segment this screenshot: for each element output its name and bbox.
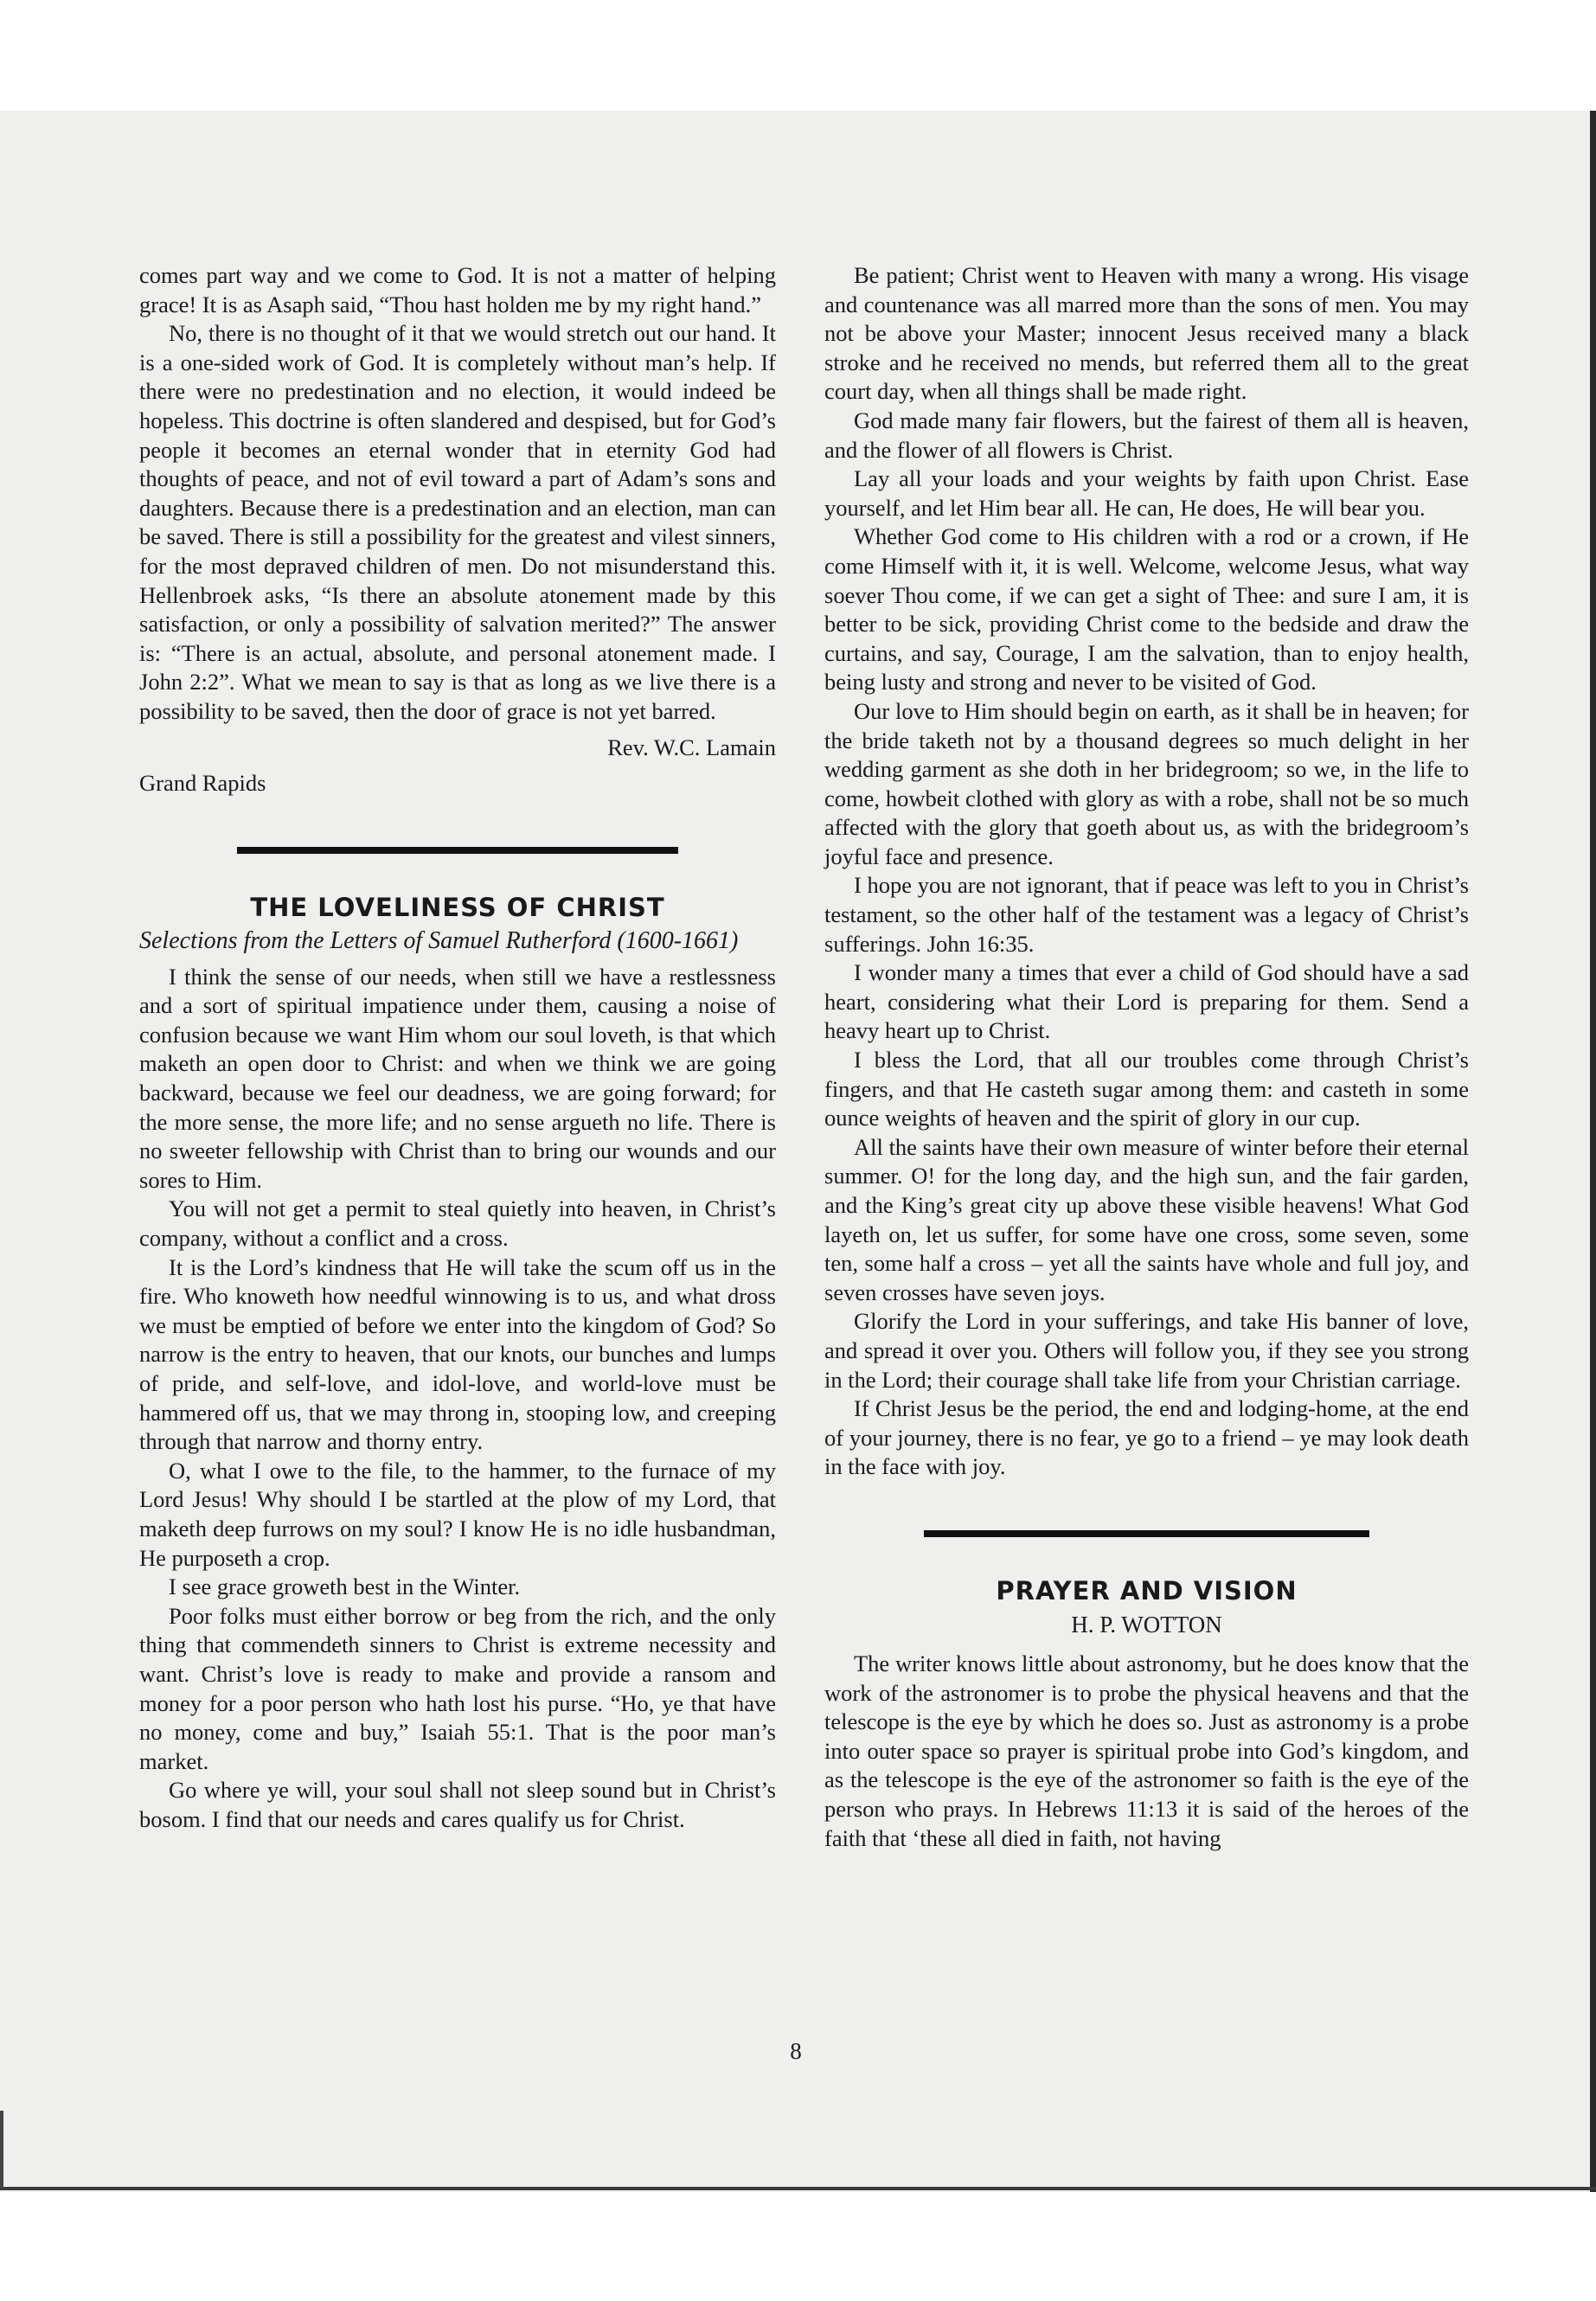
article-paragraph: I wonder many a times that ever a child of God should have a sad heart, considering what their Lord is preparing for them. Send a heavy heart up to Christ. <box>824 959 1469 1044</box>
article-paragraph: If Christ Jesus be the period, the end and lodging-home, at the end of your journey, there is no fear, ye go to a friend – ye may look death in the face with joy. <box>824 1395 1469 1480</box>
section-divider <box>924 1530 1369 1537</box>
article-paragraph: All the saints have their own measure of winter before their eternal summer. O! for the long day, and the high sun, and the fair garden, and the King’s great city up above these visible heavens! What God layeth on, let us suffer, for some have one cross, some seven, some ten, some half a cross – yet all the saints have whole and full joy, and seven crosses have seven joys. <box>824 1133 1469 1305</box>
article-paragraph: Poor folks must either borrow or beg from the rich, and the only thing that commendeth sinners to Christ is extreme necessity and want. Christ’s love is ready to make and provide a ransom and money for a poor person who hath lost his purse. “Ho, ye that have no money, come and buy,” Isaiah 55:1. That is the poor man’s market. <box>139 1602 776 1774</box>
article-paragraph: You will not get a permit to steal quietly into heaven, in Christ’s company, without a conflict and a cross. <box>139 1195 776 1252</box>
article-paragraph: I think the sense of our needs, when still we have a restlessness and a sort of spiritual impatience under them, causing a noise of confusion because we want Him whom our soul loveth, is that which maketh an open door to Christ: and when we think we are going backward, because we feel our deadness, we are going forward; for the more sense, the more life; and no sense argueth no life. There is no sweeter fellowship with Christ than to bring our wounds and our sores to Him. <box>139 963 776 1193</box>
article-paragraph: It is the Lord’s kindness that He will take the scum off us in the fire. Who knoweth how needful winnowing is to us, and what dross we must be emptied of before we enter into the kingdom of God? So narrow is the entry to heaven, that our knots, our bunches and lumps of pride, and self-love, and idol-love, and world-love must be hammered off us, that we may throng in, stooping low, and creeping through that narrow and thorny entry. <box>139 1253 776 1455</box>
article-paragraph: Lay all your loads and your weights by faith upon Christ. Ease yourself, and let Him bear all. He can, He does, He will bear you. <box>824 465 1469 521</box>
article-paragraph: Go where ye will, your soul shall not sleep sound but in Christ’s bosom. I find that our needs and cares qualify us for Christ. <box>139 1777 776 1832</box>
article-paragraph: Whether God come to His children with a rod or a crown, if He come Himself with it, it is well. Welcome, welcome Jesus, what way soever Thou come, if we can get a sight of Thee: and sure I am, it is better to be sick, providing Christ come to the bedside and draw the curtains, and say, Courage, I am the salvation, than to enjoy health, being lusty and strong and never to be visited of God. <box>824 523 1469 695</box>
page-edge-right <box>1590 111 1596 2192</box>
page-number: 8 <box>790 2038 802 2064</box>
continuation-paragraph: No, there is no thought of it that we would stretch out our hand. It is a one-sided work of God. It is completely without man’s help. If there were no predestination and no election, it would indeed be hopeless. This doctrine is often slandered and despised, but for God’s people it becomes an eternal wonder that in eternity God had thoughts of peace, and not of evil toward a part of Adam’s sons and daughters. Because there is a predestination and an election, man can be saved. There is still a possibility for the greatest and vilest sinners, for the most depraved children of men. Do not misunderstand this. Hellenbroek asks, “Is there an absolute atonement made by this satisfaction, or only a possibility of salvation merited?” The answer is: “There is an actual, absolute, and personal atonement made. I John 2:2”. What we mean to say is that as long as we live there is a possibility to be saved, then the door of grace is not yet barred. <box>139 320 776 724</box>
article-paragraph: God made many fair flowers, but the fairest of them all is heaven, and the flower of all flowers is Christ. <box>824 407 1469 463</box>
article-paragraph: Glorify the Lord in your sufferings, and take His banner of love, and spread it over you. Others will follow you, if they see you strong in the Lord; their courage shall take life from your Christian carriage. <box>824 1308 1469 1393</box>
article-paragraph: Be patient; Christ went to Heaven with many a wrong. His visage and countenance was all marred more than the sons of men. You may not be above your Master; innocent Jesus received many a black stroke and he received no mends, but referred them all to the great court day, when all things shall be made right. <box>824 262 1469 405</box>
article-paragraph: The writer knows little about astronomy, but he does know that the work of the astronomer is to probe the physical heavens and that the telescope is the eye by which he does so. Just as astronomy is a probe into outer space so prayer is spiritual probe into God’s kingdom, and as the telescope is the eye of the astronomer so faith is the eye of the person who prays. In Hebrews 11:13 it is said of the heroes of the faith that ‘these all died in faith, not having <box>824 1650 1469 1851</box>
article-title: THE LOVELINESS OF CHRIST <box>250 892 665 922</box>
article-paragraph: I bless the Lord, that all our troubles come through Christ’s fingers, and that He casteth sugar among them: and casteth in some ounce weights of heaven and the spirit of glory in our cup. <box>824 1047 1469 1131</box>
page-edge-bottom <box>0 2187 1596 2190</box>
section-divider <box>237 847 678 854</box>
signature-name: Rev. W.C. Lamain <box>607 734 776 760</box>
article-subtitle: Selections from the Letters of Samuel Rutherford (1600-1661) <box>139 926 739 954</box>
right-column <box>824 261 1469 1853</box>
page-edge-left-mark <box>0 2111 3 2189</box>
continuation-paragraph: comes part way and we come to God. It is not a matter of helping grace! It is as Asaph said, “Thou hast holden me by my right hand.” <box>139 262 776 317</box>
article-paragraph: I see grace groweth best in the Winter. <box>169 1574 521 1600</box>
article-paragraph: O, what I owe to the file, to the hammer, to the furnace of my Lord Jesus! Why should I be startled at the plow of my Lord, that maketh deep furrows on my soul? I know He is no idle husbandman, He purposeth a crop. <box>139 1457 776 1571</box>
left-column <box>139 261 776 1835</box>
article-title: PRAYER AND VISION <box>996 1575 1298 1606</box>
signature-place: Grand Rapids <box>139 770 266 797</box>
article-paragraph: I hope you are not ignorant, that if peace was left to you in Christ’s testament, so the other half of the testament was a legacy of Christ’s sufferings. John 16:35. <box>824 872 1469 957</box>
article-author: H. P. WOTTON <box>1071 1611 1222 1638</box>
article-paragraph: Our love to Him should begin on earth, as it shall be in heaven; for the bride taketh not by a thousand degrees so much delight in her wedding garment as she doth in her bridegroom; so we, in the life to come, howbeit clothed with glory as with a robe, shall not be so much affected with the glory that goeth about us, as with the bridegroom’s joyful face and presence. <box>824 697 1469 869</box>
